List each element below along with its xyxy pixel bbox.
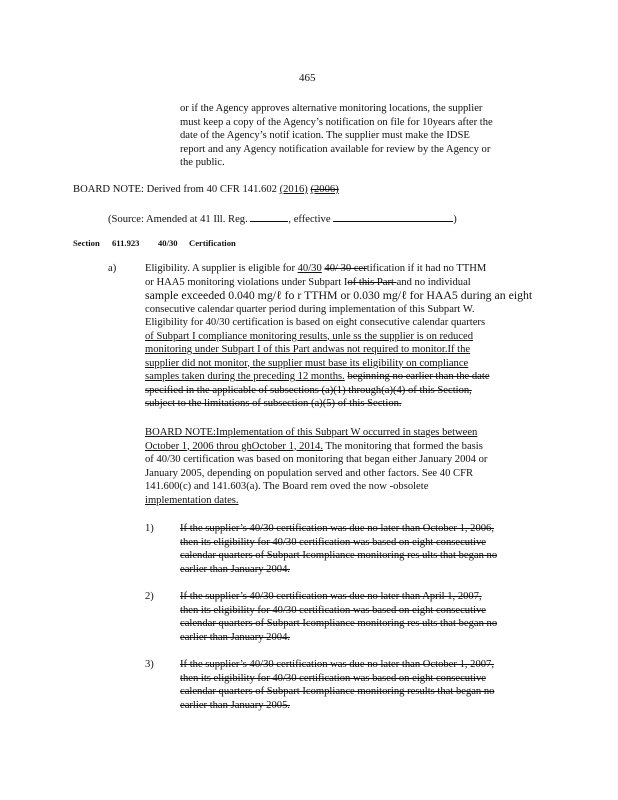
- source-mid: , effective: [288, 214, 331, 225]
- added-text: implementation dates.: [145, 494, 239, 506]
- text-line: [145, 397, 532, 411]
- deleted-text: If the supplier’s 40/30 certification was due no later than October 1, 2006,: [180, 523, 494, 534]
- added-text: (2016): [279, 184, 308, 195]
- deleted-text: earlier than January 2005.: [180, 699, 291, 711]
- added-text: supplier did not monitor, the supplier must base its eligibility on compliance: [145, 357, 469, 369]
- item-1-body: [180, 522, 497, 576]
- register-blank: [250, 210, 288, 222]
- text-line: report and any Agency notification available for review by the Agency or: [180, 143, 491, 155]
- text-segment: Eligibility. A supplier is eligible for: [145, 263, 298, 274]
- text-line: [180, 658, 494, 672]
- text-segment: or HAA5 monitoring violations under Subpart I: [145, 276, 348, 288]
- text-line: [145, 494, 487, 508]
- text-line: [145, 330, 532, 344]
- added-text: BOARD NOTE:Implementation of this Subpart W occurred in stages between: [145, 427, 478, 438]
- para-a-label: a): [108, 263, 117, 274]
- source-lead: (Source: Amended at 41 Ill. Reg.: [108, 214, 248, 225]
- text-line: [180, 590, 497, 604]
- deleted-text: beginning no earlier than the date: [347, 371, 490, 382]
- text-segment: consecutive calendar quarter period during implementation of this Subpart W.: [145, 303, 475, 315]
- board-note-derived: [73, 183, 339, 197]
- text-line: [145, 343, 532, 357]
- text-segment: The monitoring that formed the basis: [323, 440, 483, 452]
- text-segment: January 2005, depending on population served and other factors. See 40 CFR: [145, 467, 474, 479]
- text-line: [145, 357, 532, 371]
- text-line: [145, 262, 532, 276]
- deleted-text: If the supplier’s 40/30 certification was due no later than October 1, 2007,: [180, 659, 494, 670]
- item-2-body: [180, 590, 497, 644]
- text-segment: and no individual: [396, 276, 471, 288]
- deleted-text: then its eligibility for 40/30 certification was based on eight consecutive: [180, 536, 486, 548]
- section-label: Section: [73, 238, 100, 248]
- text-line: [180, 549, 497, 563]
- deleted-text: then its eligibility for 40/30 certification was based on eight consecutive: [180, 604, 486, 616]
- text-line: [180, 672, 494, 686]
- added-text: samples taken during the preceding 12 months.: [145, 371, 345, 382]
- effective-date-blank: [333, 210, 453, 222]
- source-note: [108, 210, 457, 227]
- item-2-label: 2): [145, 591, 154, 602]
- board-note-text: BOARD NOTE: Derived from 40 CFR 141.602: [73, 184, 277, 195]
- deleted-text: then its eligibility for 40/30 certification was based on eight consecutive: [180, 672, 486, 684]
- item-3-body: [180, 658, 494, 712]
- section-number: 611.923: [112, 238, 140, 248]
- text-line: [180, 631, 497, 645]
- text-segment: sample exceeded 0.040 mg/ℓ fo r TTHM or 0.030 mg/ℓ for HAA5 during an eight: [145, 288, 533, 302]
- deleted-text: calendar quarters of Subpart Icompliance monitoring res ults that began no: [180, 550, 498, 561]
- deleted-text: If the supplier’s 40/30 certification was due no later than April 1, 2007,: [180, 591, 482, 602]
- intro-paragraph: [180, 102, 493, 170]
- section-title-a: 40/30: [158, 238, 178, 248]
- text-line: [145, 440, 487, 454]
- text-line: must keep a copy of the Agency’s notification on file for 10years after the: [180, 116, 493, 128]
- text-line: [180, 604, 497, 618]
- deleted-text: earlier than January 2004.: [180, 631, 291, 643]
- text-line: the public.: [180, 157, 225, 168]
- text-segment: tification if it had no TTHM: [366, 263, 487, 274]
- text-line: [145, 276, 532, 290]
- text-line: [180, 536, 497, 550]
- added-text: monitoring under Subpart I of this Part andwas not required to monitor.If the: [145, 344, 471, 355]
- text-line: [180, 699, 494, 713]
- text-line: [145, 480, 487, 494]
- para-a-body: [145, 262, 532, 411]
- text-line: [180, 617, 497, 631]
- text-line: [145, 316, 532, 330]
- source-end: ): [453, 214, 457, 225]
- text-line: [145, 289, 532, 303]
- text-line: [145, 426, 487, 440]
- text-line: [145, 370, 532, 384]
- section-title-b: Certification: [189, 238, 236, 248]
- text-line: [180, 685, 494, 699]
- deleted-text: of this Part: [347, 276, 397, 288]
- text-segment: 141.600(c) and 141.603(a). The Board rem oved the now -obsolete: [145, 481, 429, 492]
- deleted-text: subject to the limitations of subsection (a)(5) of this Section.: [145, 398, 402, 409]
- deleted-text: calendar quarters of Subpart Icompliance monitoring res ults that began no: [180, 618, 498, 629]
- deleted-text: (2006): [310, 184, 339, 195]
- board-note-implementation: [145, 426, 487, 507]
- added-text: of Subpart I compliance monitoring results, unle ss the supplier is on reduced: [145, 330, 474, 342]
- text-line: date of the Agency’s notif ication. The supplier must make the IDSE: [180, 130, 470, 141]
- text-line: [145, 384, 532, 398]
- deleted-text: earlier than January 2004.: [180, 563, 291, 575]
- text-segment: of 40/30 certification was based on monitoring that began either January 2004 or: [145, 454, 488, 465]
- text-segment: Eligibility for 40/30 certification is based on eight consecutive calendar quarters: [145, 317, 486, 328]
- text-line: [180, 522, 497, 536]
- added-text: 40/30: [297, 263, 322, 274]
- page-number: 465: [299, 72, 316, 84]
- text-line: [145, 453, 487, 467]
- text-line: [180, 563, 497, 577]
- text-line: [145, 303, 532, 317]
- item-3-label: 3): [145, 659, 154, 670]
- deleted-text: specified in the applicable of subsections (a)(1) through(a)(4) of this Section,: [145, 384, 472, 396]
- added-text: October 1, 2006 throu ghOctober 1, 2014.: [145, 440, 323, 452]
- deleted-text: calendar quarters of Subpart Icompliance monitoring results that began no: [180, 686, 495, 697]
- text-line: [145, 467, 487, 481]
- item-1-label: 1): [145, 523, 154, 534]
- deleted-text: 40/ 30 cer: [324, 263, 367, 274]
- text-line: or if the Agency approves alternative monitoring locations, the supplier: [180, 103, 483, 114]
